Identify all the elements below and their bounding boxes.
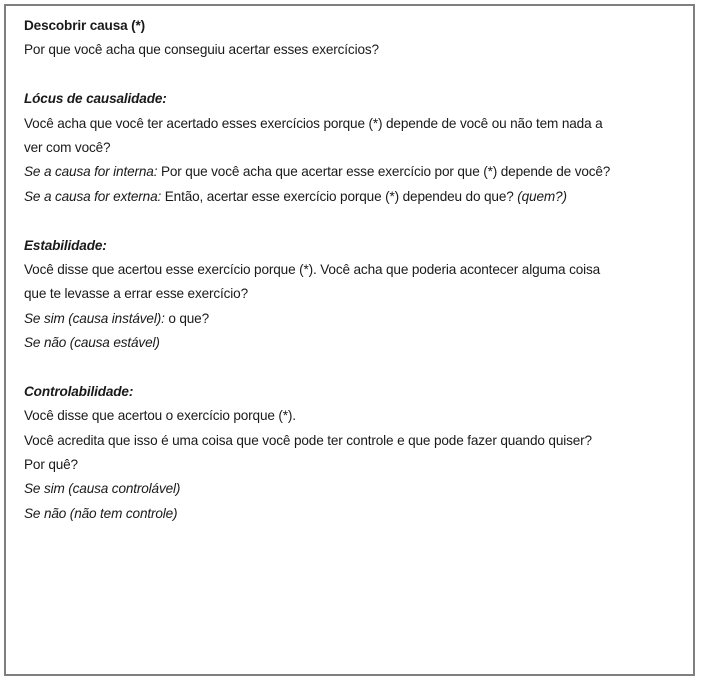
locus-external-text: Então, acertar esse exercício porque (*) dependeu do que?	[161, 188, 518, 204]
controllability-title: Controlabilidade:	[24, 383, 134, 399]
stability-question-line1: Você disse que acertou esse exercício porque (*). Você acha que poderia acontecer alguma coisa	[24, 261, 601, 277]
locus-external-suffix: (quem?)	[517, 188, 567, 204]
controllability-no-line: Se não (não tem controle)	[24, 505, 178, 521]
stability-yes-label: Se sim (causa instável):	[24, 310, 165, 326]
locus-external-line	[24, 185, 687, 209]
controllability-question-line1: Você acredita que isso é uma coisa que você pode ter controle e que pode fazer quando quiser?	[24, 432, 592, 448]
stability-question-line2: que te levasse a errar esse exercício?	[24, 286, 249, 302]
locus-internal-line	[24, 160, 687, 184]
stability-no-line: Se não (causa estável)	[24, 335, 160, 351]
locus-internal-text: Por que você acha que acertar esse exercício por que (*) depende de você?	[157, 164, 611, 180]
locus-external-label: Se a causa for externa:	[24, 188, 162, 204]
locus-question-line2: ver com você?	[24, 139, 111, 155]
locus-internal-label: Se a causa for interna:	[24, 164, 158, 180]
questionnaire-content	[24, 14, 687, 526]
discover-cause-question: Por que você acha que conseguiu acertar esses exercícios?	[24, 42, 379, 58]
stability-yes-text: o que?	[164, 310, 210, 326]
stability-yes-line	[24, 307, 687, 331]
controllability-yes-line: Se sim (causa controlável)	[24, 481, 181, 497]
controllability-question-line2: Por quê?	[24, 457, 78, 473]
locus-question-line1: Você acha que você ter acertado esses exercícios porque (*) depende de você ou não tem nada a	[24, 115, 603, 131]
spacer	[24, 209, 687, 233]
stability-title: Estabilidade:	[24, 237, 107, 253]
spacer	[24, 63, 687, 87]
locus-title: Lócus de causalidade:	[24, 91, 167, 107]
controllability-statement: Você disse que acertou o exercício porque (*).	[24, 408, 296, 424]
spacer	[24, 355, 687, 379]
discover-cause-title: Descobrir causa (*)	[24, 18, 146, 33]
questionnaire-frame	[4, 4, 695, 676]
